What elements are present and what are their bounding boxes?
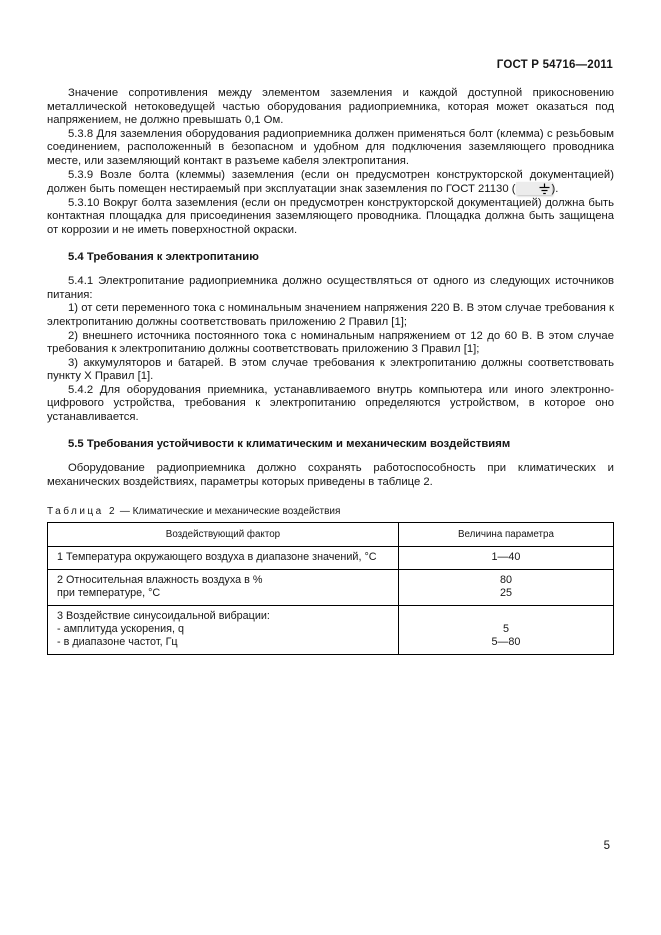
factor-line: 3 Воздействие синусоидальной вибрации: xyxy=(57,609,270,622)
para-resistance: Значение сопротивления между элементом заземления и каждой доступной прикосновению металлической нетоковедущей частью оборудования радиоприемника, которая может оказаться под напряжением, не должно превышать 0,1 Ом. xyxy=(47,87,614,127)
value-cell xyxy=(398,547,613,569)
climate-effects-table xyxy=(47,522,614,654)
para-5-3-9-closing: ). xyxy=(551,183,559,196)
heading-5-5: 5.5 Требования устойчивости к климатическим и механическим воздействиям xyxy=(68,437,511,450)
para-5-3-9 xyxy=(47,169,614,197)
para-5-4-2: 5.4.2 Для оборудования приемника, устанавливаемого внутрь компьютера или иного электронно-цифрового устройства, требования к электропитанию определяются устройством, в которое оно устанавливается. xyxy=(47,383,614,424)
value-line xyxy=(403,610,609,623)
factor-line: - амплитуда ускорения, q xyxy=(57,623,184,636)
page-number: 5 xyxy=(603,840,610,852)
factor-cell xyxy=(48,605,399,654)
table-caption-label: Таблица 2 xyxy=(47,506,118,518)
column-header-factor: Воздействующий фактор xyxy=(48,523,399,547)
factor-line: 2 Относительная влажность воздуха в % xyxy=(57,573,263,586)
value-line: 5 xyxy=(502,623,509,636)
value-line: 25 xyxy=(499,587,512,600)
para-5-5-intro: Оборудование радиоприемника должно сохранять работоспособность при климатических и механических воздействиях, параметры которых приведены в таблице 2. xyxy=(47,462,614,488)
heading-5-4: 5.4 Требования к электропитанию xyxy=(68,250,259,263)
para-5-3-8: 5.3.8 Для заземления оборудования радиоприемника должен применяться болт (клемма) с резьбовым соединением, расположенный в безопасном и удобном для подключения заземляющего проводника месте, или заземляющий контакт в разъеме кабеля электропитания. xyxy=(47,127,614,167)
factor-line: при температуре, °С xyxy=(57,587,161,600)
list-item-power-3: 3) аккумуляторов и батарей. В этом случае требования к электропитанию должны соответствовать пункту Х Правил [1]. xyxy=(47,356,614,383)
page-content xyxy=(47,87,614,655)
para-5-3-9-text: 5.3.9 Возле болта (клеммы) заземления (если он предусмотрен конструкторской документацией) должен быть помещен нестираемый при эксплуатации знак заземления по ГОСТ 21130 ( xyxy=(47,168,614,196)
table-row xyxy=(48,547,614,569)
list-item-power-2: 2) внешнего источника постоянного тока с номинальным напряжением от 12 до 60 В. В этом случае требования к электропитанию должны соответствовать приложению 3 Правил [1]; xyxy=(47,329,614,356)
value-line: 80 xyxy=(499,573,512,586)
factor-line: - в диапазоне частот, Гц xyxy=(57,636,178,649)
value-line: 1—40 xyxy=(491,551,521,564)
table-header-row xyxy=(48,523,614,547)
value-cell xyxy=(398,569,613,605)
table-row xyxy=(48,605,614,654)
factor-cell xyxy=(48,547,399,569)
factor-cell xyxy=(48,569,399,605)
list-item-power-1: 1) от сети переменного тока с номинальным значением напряжения 220 В. В этом случае требования к электропитанию должны соответствовать приложению 2 Правил [1]; xyxy=(47,302,614,328)
table-row xyxy=(48,569,614,605)
value-cell xyxy=(398,605,613,654)
factor-line: 1 Температура окружающего воздуха в диапазоне значений, °С xyxy=(57,551,377,564)
para-5-4-1: 5.4.1 Электропитание радиоприемника должно осуществляться от одного из следующих источников питания: xyxy=(47,275,614,301)
para-5-3-10: 5.3.10 Вокруг болта заземления (если он предусмотрен конструкторской документацией) должна быть контактная площадка для присоединения заземляющего проводника. Площадка должна быть защищена от коррозии и не иметь поверхностной окраски. xyxy=(47,196,614,236)
doc-number: ГОСТ Р 54716—2011 xyxy=(496,59,613,71)
column-header-value: Величина параметра xyxy=(398,523,613,547)
table-caption-text: — Климатические и механические воздействия xyxy=(119,506,341,518)
table-caption xyxy=(47,506,614,517)
value-line: 5—80 xyxy=(491,636,521,649)
earth-ground-icon xyxy=(516,182,552,195)
